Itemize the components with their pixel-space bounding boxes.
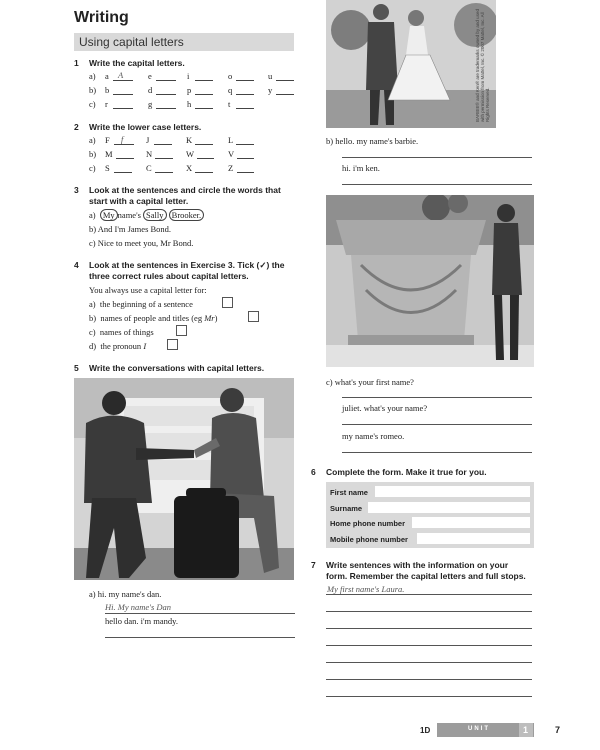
ex1-blank[interactable]	[236, 108, 254, 109]
ex2-example-answer: f	[121, 134, 124, 144]
writing-line[interactable]	[342, 452, 532, 453]
ex2-row-b-label: b)	[89, 149, 97, 159]
ex2-letter: X	[186, 163, 193, 173]
form-label-mobile-phone: Mobile phone number	[330, 535, 408, 544]
ex1-row-a-label: a)	[89, 71, 96, 81]
exercise-6-number: 6	[311, 467, 316, 477]
ex2-letter: F	[105, 135, 110, 145]
writing-line[interactable]	[342, 184, 532, 185]
exercise-7-number: 7	[311, 560, 316, 570]
ex2-blank[interactable]	[154, 144, 172, 145]
ex1-example-answer: A	[118, 70, 124, 80]
ex1-letter: u	[268, 71, 273, 81]
exercise-4-instruction-line-1: Look at the sentences in Exercise 3. Tick (✓) the	[89, 260, 285, 270]
ex7-example-answer: My first name's Laura.	[327, 584, 405, 594]
ex2-letter: V	[228, 149, 235, 159]
ex1-blank[interactable]	[156, 94, 176, 95]
page-title: Writing	[74, 9, 129, 26]
writing-line[interactable]	[342, 397, 532, 398]
ex1-blank[interactable]	[195, 94, 213, 95]
ex5-a-line-1: a) hi. my name's dan.	[89, 589, 162, 599]
ex2-blank[interactable]	[195, 144, 213, 145]
circled-word[interactable]: Sally	[143, 209, 166, 221]
tick-box[interactable]	[248, 311, 259, 322]
ex2-letter: L	[228, 135, 234, 145]
ex4-rule: b) names of people and titles (eg Mr)	[89, 313, 218, 323]
ex1-letter: r	[105, 99, 108, 109]
ex1-letter: d	[148, 85, 153, 95]
exercise-4-instruction-line-2: three correct rules about capital letters.	[89, 271, 249, 281]
ex3-sentence-a: a) My name's Sally Brooker.	[89, 210, 204, 220]
ex4-lead: You always use a capital letter for:	[89, 285, 207, 295]
ex2-blank[interactable]	[237, 158, 254, 159]
tick-box[interactable]	[222, 297, 233, 308]
writing-line[interactable]	[105, 613, 295, 614]
ex5-b-line-2: hi. i'm ken.	[342, 163, 380, 173]
ex1-blank[interactable]	[276, 80, 294, 81]
photo-dan-and-mandy	[74, 378, 294, 580]
ex3-sentence-c: c) Nice to meet you, Mr Bond.	[89, 238, 194, 248]
form-label-home-phone: Home phone number	[330, 519, 406, 528]
ex1-letter: b	[105, 85, 110, 95]
ex2-blank[interactable]	[236, 144, 254, 145]
ex2-row-c-label: c)	[89, 163, 96, 173]
exercise-5-instruction: Write the conversations with capital letters.	[89, 363, 265, 373]
ex4-rule: d) the pronoun I	[89, 341, 147, 351]
ex1-blank[interactable]	[236, 80, 254, 81]
ex2-letter: S	[105, 163, 110, 173]
circled-word[interactable]: My	[100, 209, 118, 221]
ex1-blank[interactable]	[113, 94, 133, 95]
ex1-blank[interactable]	[195, 108, 213, 109]
section-code: 1D	[420, 726, 431, 735]
exercise-4-number: 4	[74, 260, 79, 270]
ex1-letter: y	[268, 85, 273, 95]
ex4-rule: c) names of things	[89, 327, 154, 337]
writing-line[interactable]	[326, 662, 532, 663]
ex1-letter: i	[187, 71, 190, 81]
subheading: Using capital letters	[79, 35, 184, 49]
ex2-letter: N	[146, 149, 153, 159]
ex5-b-line-1: b) hello. my name's barbie.	[326, 136, 419, 146]
writing-line[interactable]	[326, 611, 532, 612]
ex1-blank[interactable]	[113, 108, 133, 109]
exercise-2-instruction: Write the lower case letters.	[89, 122, 202, 132]
exercise-3-instruction-line-1: Look at the sentences and circle the words that	[89, 185, 281, 195]
form-label-first-name: First name	[330, 488, 368, 497]
ex5-c-line-1: c) what's your first name?	[326, 377, 414, 387]
ex2-letter: C	[146, 163, 152, 173]
mobile-phone-field[interactable]	[417, 533, 530, 544]
ex5-a-line-2: hello dan. i'm mandy.	[105, 616, 178, 626]
writing-line[interactable]	[326, 628, 532, 629]
writing-line[interactable]	[326, 594, 532, 595]
ex4-rule: a) the beginning of a sentence	[89, 299, 193, 309]
ex2-blank[interactable]	[237, 172, 254, 173]
writing-line[interactable]	[342, 424, 532, 425]
ex2-letter: K	[186, 135, 193, 145]
ex1-letter: h	[187, 99, 192, 109]
ex1-blank[interactable]	[276, 94, 294, 95]
tick-box[interactable]	[167, 339, 178, 350]
ex5-a-example-answer: Hi. My name's Dan	[105, 602, 172, 612]
ex2-letter: M	[105, 149, 113, 159]
ex2-blank[interactable]	[155, 158, 173, 159]
ex1-letter: t	[228, 99, 231, 109]
ex1-blank[interactable]	[195, 80, 213, 81]
ex1-blank[interactable]	[156, 108, 176, 109]
ex1-letter: a	[105, 71, 109, 81]
ex2-blank[interactable]	[195, 172, 213, 173]
ex1-letter: p	[187, 85, 192, 95]
ex1-blank[interactable]	[156, 80, 176, 81]
writing-line[interactable]	[326, 645, 532, 646]
ex2-letter: Z	[228, 163, 234, 173]
writing-line[interactable]	[326, 696, 532, 697]
ex2-blank[interactable]	[155, 172, 173, 173]
ex5-c-line-2: juliet. what's your name?	[342, 403, 428, 413]
writing-line[interactable]	[105, 637, 295, 638]
ex1-row-b-label: b)	[89, 85, 97, 95]
ex2-letter: W	[186, 149, 195, 159]
ex2-blank[interactable]	[197, 158, 214, 159]
unit-number: 1	[523, 725, 529, 735]
tick-box[interactable]	[176, 325, 187, 336]
writing-line[interactable]	[342, 157, 532, 158]
surname-field[interactable]	[368, 502, 530, 513]
photo-credit: BARBIE® and Ken® are trademarks owned by and used with permission from Mattel, Inc. © 2007 Mattel, Inc. All Rights Reserved.	[475, 9, 490, 122]
ex1-letter: o	[228, 71, 233, 81]
unit-label: UNIT	[468, 726, 490, 732]
page-number: 7	[555, 725, 561, 735]
exercise-3-instruction-line-2: start with a capital letter.	[89, 196, 189, 206]
exercise-7-instruction-line-1: Write sentences with the information on your	[326, 560, 509, 570]
ex2-row-a-label: a)	[89, 135, 96, 145]
ex2-letter: J	[146, 135, 150, 145]
circled-word[interactable]: Brooker.	[169, 209, 205, 221]
ex1-row-c-label: c)	[89, 99, 96, 109]
ex2-blank[interactable]	[114, 172, 132, 173]
exercise-3-number: 3	[74, 185, 79, 195]
ex2-blank[interactable]	[116, 158, 134, 159]
ex1-letter: q	[228, 85, 233, 95]
ex1-letter: e	[148, 71, 152, 81]
exercise-6-instruction: Complete the form. Make it true for you.	[326, 467, 487, 477]
ex1-blank[interactable]	[236, 94, 254, 95]
writing-line[interactable]	[326, 679, 532, 680]
exercise-1-number: 1	[74, 58, 79, 68]
photo-romeo-and-juliet	[326, 195, 534, 367]
ex3-sentence-b: b) And I'm James Bond.	[89, 224, 172, 234]
exercise-5-number: 5	[74, 363, 79, 373]
ex5-c-line-3: my name's romeo.	[342, 431, 405, 441]
home-phone-field[interactable]	[412, 517, 530, 528]
first-name-field[interactable]	[375, 486, 530, 497]
exercise-1-instruction: Write the capital letters.	[89, 58, 185, 68]
exercise-7-instruction-line-2: form. Remember the capital letters and full stops.	[326, 571, 526, 581]
form-label-surname: Surname	[330, 504, 363, 513]
photo-barbie-and-ken	[326, 0, 496, 128]
exercise-2-number: 2	[74, 122, 79, 132]
ex1-letter: g	[148, 99, 153, 109]
